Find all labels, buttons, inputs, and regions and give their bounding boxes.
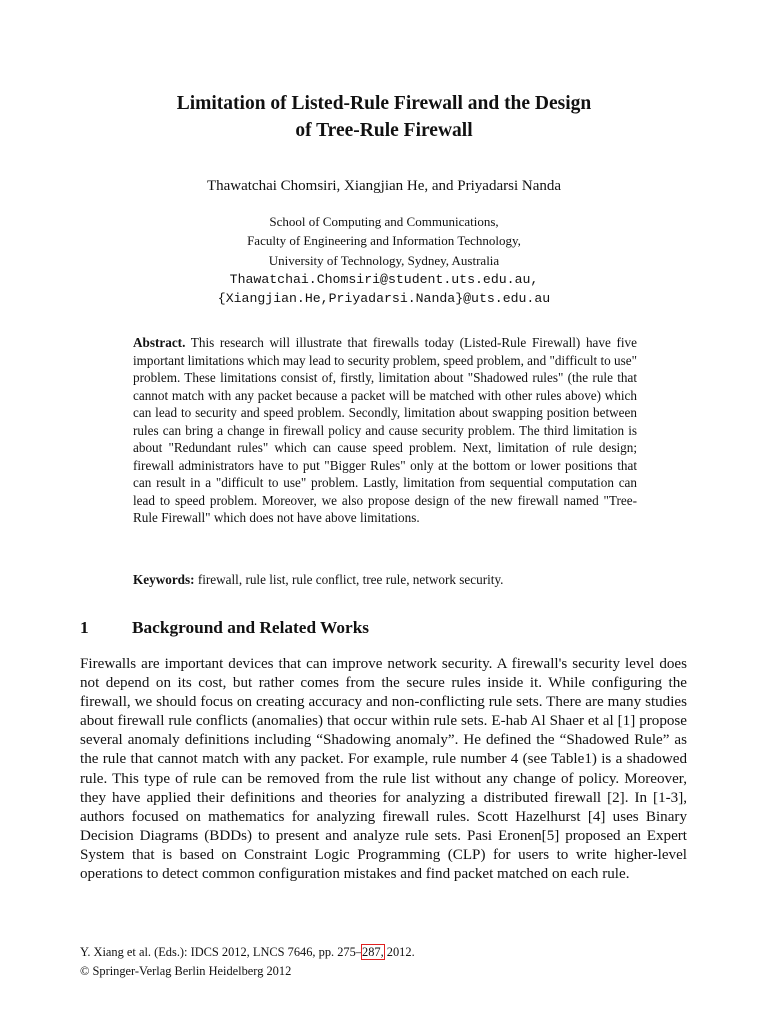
title-line-2: of Tree-Rule Firewall: [295, 120, 473, 141]
keywords-label: Keywords:: [133, 572, 195, 587]
affiliation-line-3: University of Technology, Sydney, Australia: [268, 252, 500, 268]
section-number: 1: [80, 618, 89, 637]
affiliation-line-2: Faculty of Engineering and Information Technology,: [247, 233, 521, 249]
keywords: [133, 571, 637, 589]
title-line-1: Limitation of Listed-Rule Firewall and the Design: [176, 93, 592, 114]
section-heading: [80, 617, 688, 639]
citation-prefix: Y. Xiang et al. (Eds.): IDCS 2012, LNCS 7646, pp. 275–: [80, 945, 362, 959]
author-list: Thawatchai Chomsiri, Xiangjian He, and Priyadarsi Nanda: [206, 178, 562, 194]
abstract-text: This research will illustrate that firewalls today (Listed-Rule Firewall) have five important limitations which may lead to security problem, speed problem, and "difficult to use" problem. These limitations consist of, firstly, limitation about "Shadowed rules" (the rule that cannot match with any packet because a packet will be matched with other rules above) which can lead to security and speed problem. Secondly, limitation about swapping position between rules can bring a change in firewall policy and cause security problem. The third limitation is about "Redundant rules" which can cause speed problem. Next, limitation of rule design; firewall administrators have to put "Bigger Rules" only at the bottom or lower positions that can result in a "difficult to use" problem. Lastly, limitation from sequential computation can lead to speed problem. Moreover, we also propose design of the new firewall named "Tree-Rule Firewall" which does not have above limitations.: [133, 335, 637, 526]
citation-suffix: 2012.: [383, 945, 415, 959]
body-paragraph: Firewalls are important devices that can improve network security. A firewall's security level does not depend on its cost, but rather comes from the secure rules inside it. While configuring the firewall, we should focus on creating accuracy and non-conflicting rule sets. There are many studies about firewall rule conflicts (anomalies) that occur within rule sets. E-hab Al Shaer et al [1] propose several anomaly definitions including “Shadowing anomaly”. He defined the “Shadowed Rule” as the rule that cannot match with any packet. For example, rule number 4 (see Table1) is a shadowed rule. This type of rule can be removed from the rule list without any change of policy. Moreover, they have applied their definitions and theories for analyzing a distributed firewall [2]. In [1-3], authors focused on mathematics for analyzing firewall rules. Scott Hazelhurst [4] uses Binary Decision Diagrams (BDDs) to present and analyze rule sets. Pasi Eronen[5] proposed an Expert System that is based on Constraint Logic Programming (CLP) for users to write higher-level operations to detect common configuration mistakes and find packet matched on each rule.: [80, 656, 687, 883]
section-title: Background and Related Works: [132, 618, 370, 637]
page-end-link[interactable]: 287,: [362, 945, 384, 959]
page-footer: [80, 943, 688, 981]
affiliation-block: [80, 212, 688, 308]
abstract: [133, 334, 637, 527]
paper-title: [80, 90, 688, 144]
copyright-line: © Springer-Verlag Berlin Heidelberg 2012: [80, 964, 292, 978]
citation-line: [80, 943, 688, 962]
email-line-2: {Xiangjian.He,Priyadarsi.Nanda}@uts.edu.au: [217, 291, 551, 307]
keywords-text: firewall, rule list, rule conflict, tree rule, network security.: [197, 572, 504, 587]
email-line-1: Thawatchai.Chomsiri@student.uts.edu.au,: [229, 271, 539, 287]
abstract-label: Abstract.: [133, 335, 186, 350]
affiliation-line-1: School of Computing and Communications,: [269, 214, 499, 229]
